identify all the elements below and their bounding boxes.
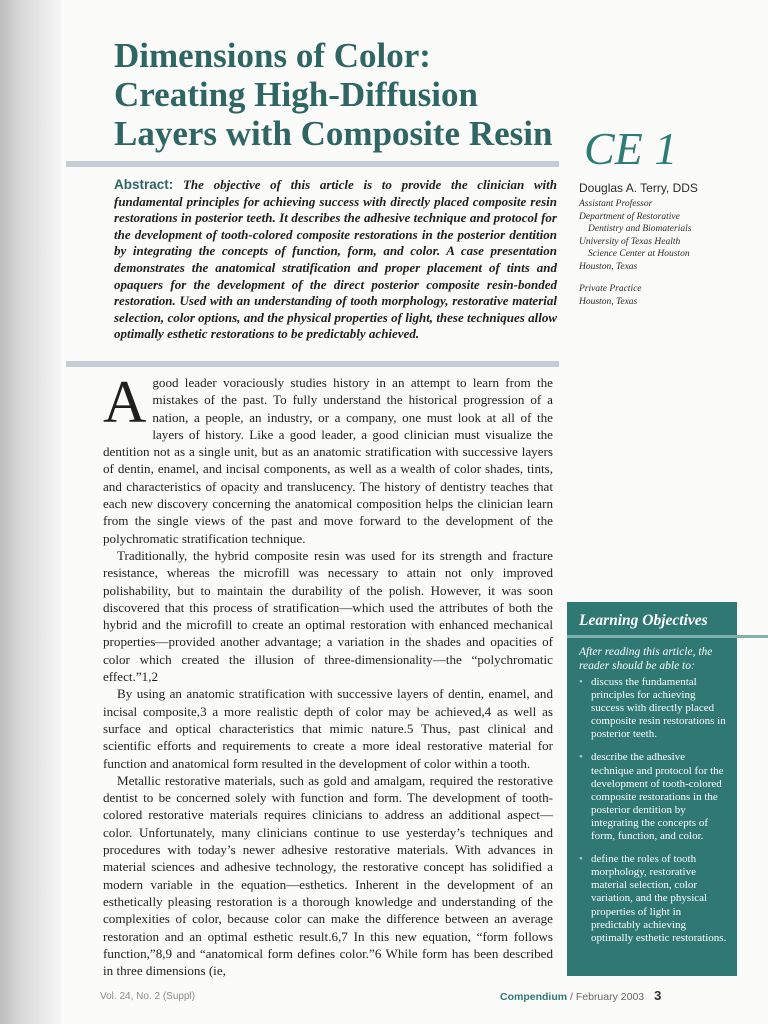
author-affiliation-line: Department of Restorative <box>579 211 680 222</box>
author-block <box>579 181 759 308</box>
title-line-2: Creating High-Diffusion <box>114 75 478 114</box>
footer-volume: Vol. 24, No. 2 (Suppl) <box>100 991 196 1002</box>
paragraph-text: good leader voraciously studies history in an attempt to learn from the mistakes of the past. To fully understand the historical progression of a nation, a people, an industry, or a company, one must look at all of the layers of history. Like a good leader, a good clinician must visualize the dentition not as a single unit, but as an anatomic stratification with successive layers of dentin, enamel, and incisal components, as well as a wealth of color shades, tints, and characteristics of opacity and translucency. The history of dentistry teaches that each new discovery concerning the anatomical composition helps the clinician learn from the single views of the past and move forward to the development of the polychromatic stratification technique. <box>103 375 553 546</box>
page-number: 3 <box>654 988 662 1003</box>
author-affiliation-line: Private Practice <box>579 284 642 294</box>
abstract <box>114 177 557 343</box>
abstract-text: The objective of this article is to provide the clinician with fundamental principles for achieving success with directly placed composite resin restorations in posterior teeth. It describes the adhesive technique and protocol for the development of tooth-colored composite restorations in the posterior dentition by integrating the concepts of function, form, and color. A case presentation demonstrates the anatomical stratification and proper placement of tints and opaquers for the development of the direct posterior composite resin-bonded restoration. Used with an understanding of tooth morphology, restorative material selection, color options, and the physical properties of light, these techniques allow optimally esthetic restorations to be predictably achieved. <box>114 177 558 342</box>
author-affiliation-line: Houston, Texas <box>579 261 638 272</box>
objective-text: discuss the fundamental principles for achieving success with directly placed composite resin restorations in posterior teeth. <box>591 676 726 741</box>
rule-divider-bottom <box>66 361 559 367</box>
article-title <box>114 36 554 153</box>
body-paragraph: By using an anatomic stratification with successive layers of dentin, enamel, and incisal composite,3 a more realistic depth of color may be achieved,4 as well as surface and optical characteristics that mimic nature.5 Thus, past clinical and scientific efforts and requirements to create a more ideal restorative material for function and anatomical form resulted in the development of color within a tooth. <box>103 686 553 771</box>
body-paragraph <box>103 369 553 547</box>
bullet-icon: • <box>579 853 583 866</box>
bullet-icon: • <box>579 676 583 688</box>
abstract-label: Abstract: <box>114 177 174 192</box>
list-item <box>579 853 729 945</box>
title-line-1: Dimensions of Color: <box>114 36 431 75</box>
body-paragraph: Metallic restorative materials, such as gold and amalgam, required the restorative dentist to be concerned solely with function and form. The development of tooth-colored restorative materials requires clinicians to address an additional aspect—color. Unfortunately, many clinicians continue to use yesterday’s techniques and procedures with today’s newer adhesive restorative materials. With advances in material sciences and adhesive technology, the restorative concept has solidified a modern variable in the equation—esthetics. Inherent in the development of an esthetically pleasing restoration is a thorough knowledge and understanding of the complexities of color, because color can make the difference between an average restoration and an optimal esthetic result.6,7 In this new equation, “form follows function,”8,9 and “anatomical form defines color.”6 While form has been described in three dimensions (ie, <box>103 772 553 979</box>
author-name: Douglas A. Terry, DDS <box>579 181 698 195</box>
body-paragraph: Traditionally, the hybrid composite resin was used for its strength and fracture resistance, whereas the microfill was necessary to attain not only improved polishability, but to maintain the durability of the polish. However, it was soon discovered that this process of stratification—which used the attributes of both the hybrid and the microfill to create an optimal restoration with enhanced mechanical properties—provided another advantage; a variation in the shades and opacities of color which created the illusion of three-dimensionality—the “polychromatic effect.”1,2 <box>103 547 553 685</box>
drop-cap: A <box>103 369 147 435</box>
learning-objectives-list <box>567 676 737 945</box>
footer-date: / February 2003 <box>567 991 645 1003</box>
objective-text: define the roles of tooth morphology, restorative material selection, color variation, and the physical properties of light in predictably achieving optimally esthetic restorations. <box>591 853 727 944</box>
page-spine-shadow <box>0 0 62 1024</box>
author-affiliation-line: Houston, Texas <box>579 296 638 307</box>
objective-text: describe the adhesive technique and protocol for the development of tooth-colored composite restorations in the posterior dentition by integrating the concepts of form, function, and color. <box>591 751 724 843</box>
author-affiliation-line: Assistant Professor <box>579 199 653 209</box>
title-line-3: Layers with Composite Resin <box>114 114 553 153</box>
footer-journal-name: Compendium <box>500 991 568 1003</box>
bullet-icon: • <box>579 751 583 764</box>
article-body <box>103 369 553 979</box>
author-affiliation-line: University of Texas Health <box>579 236 681 247</box>
rule-divider-top <box>66 161 559 167</box>
list-item <box>579 751 729 843</box>
ce-section-label: CE 1 <box>584 123 678 174</box>
learning-objectives-rule <box>567 635 768 638</box>
list-item <box>579 676 729 741</box>
footer-journal-info <box>500 988 661 1003</box>
author-affiliation-line: Dentistry and Biomaterials <box>588 224 692 234</box>
learning-objectives-intro: After reading this article, the reader should be able to: <box>579 646 713 672</box>
learning-objectives-box <box>567 602 737 976</box>
author-affiliation-line: Science Center at Houston <box>588 249 690 259</box>
learning-objectives-title: Learning Objectives <box>579 612 708 629</box>
